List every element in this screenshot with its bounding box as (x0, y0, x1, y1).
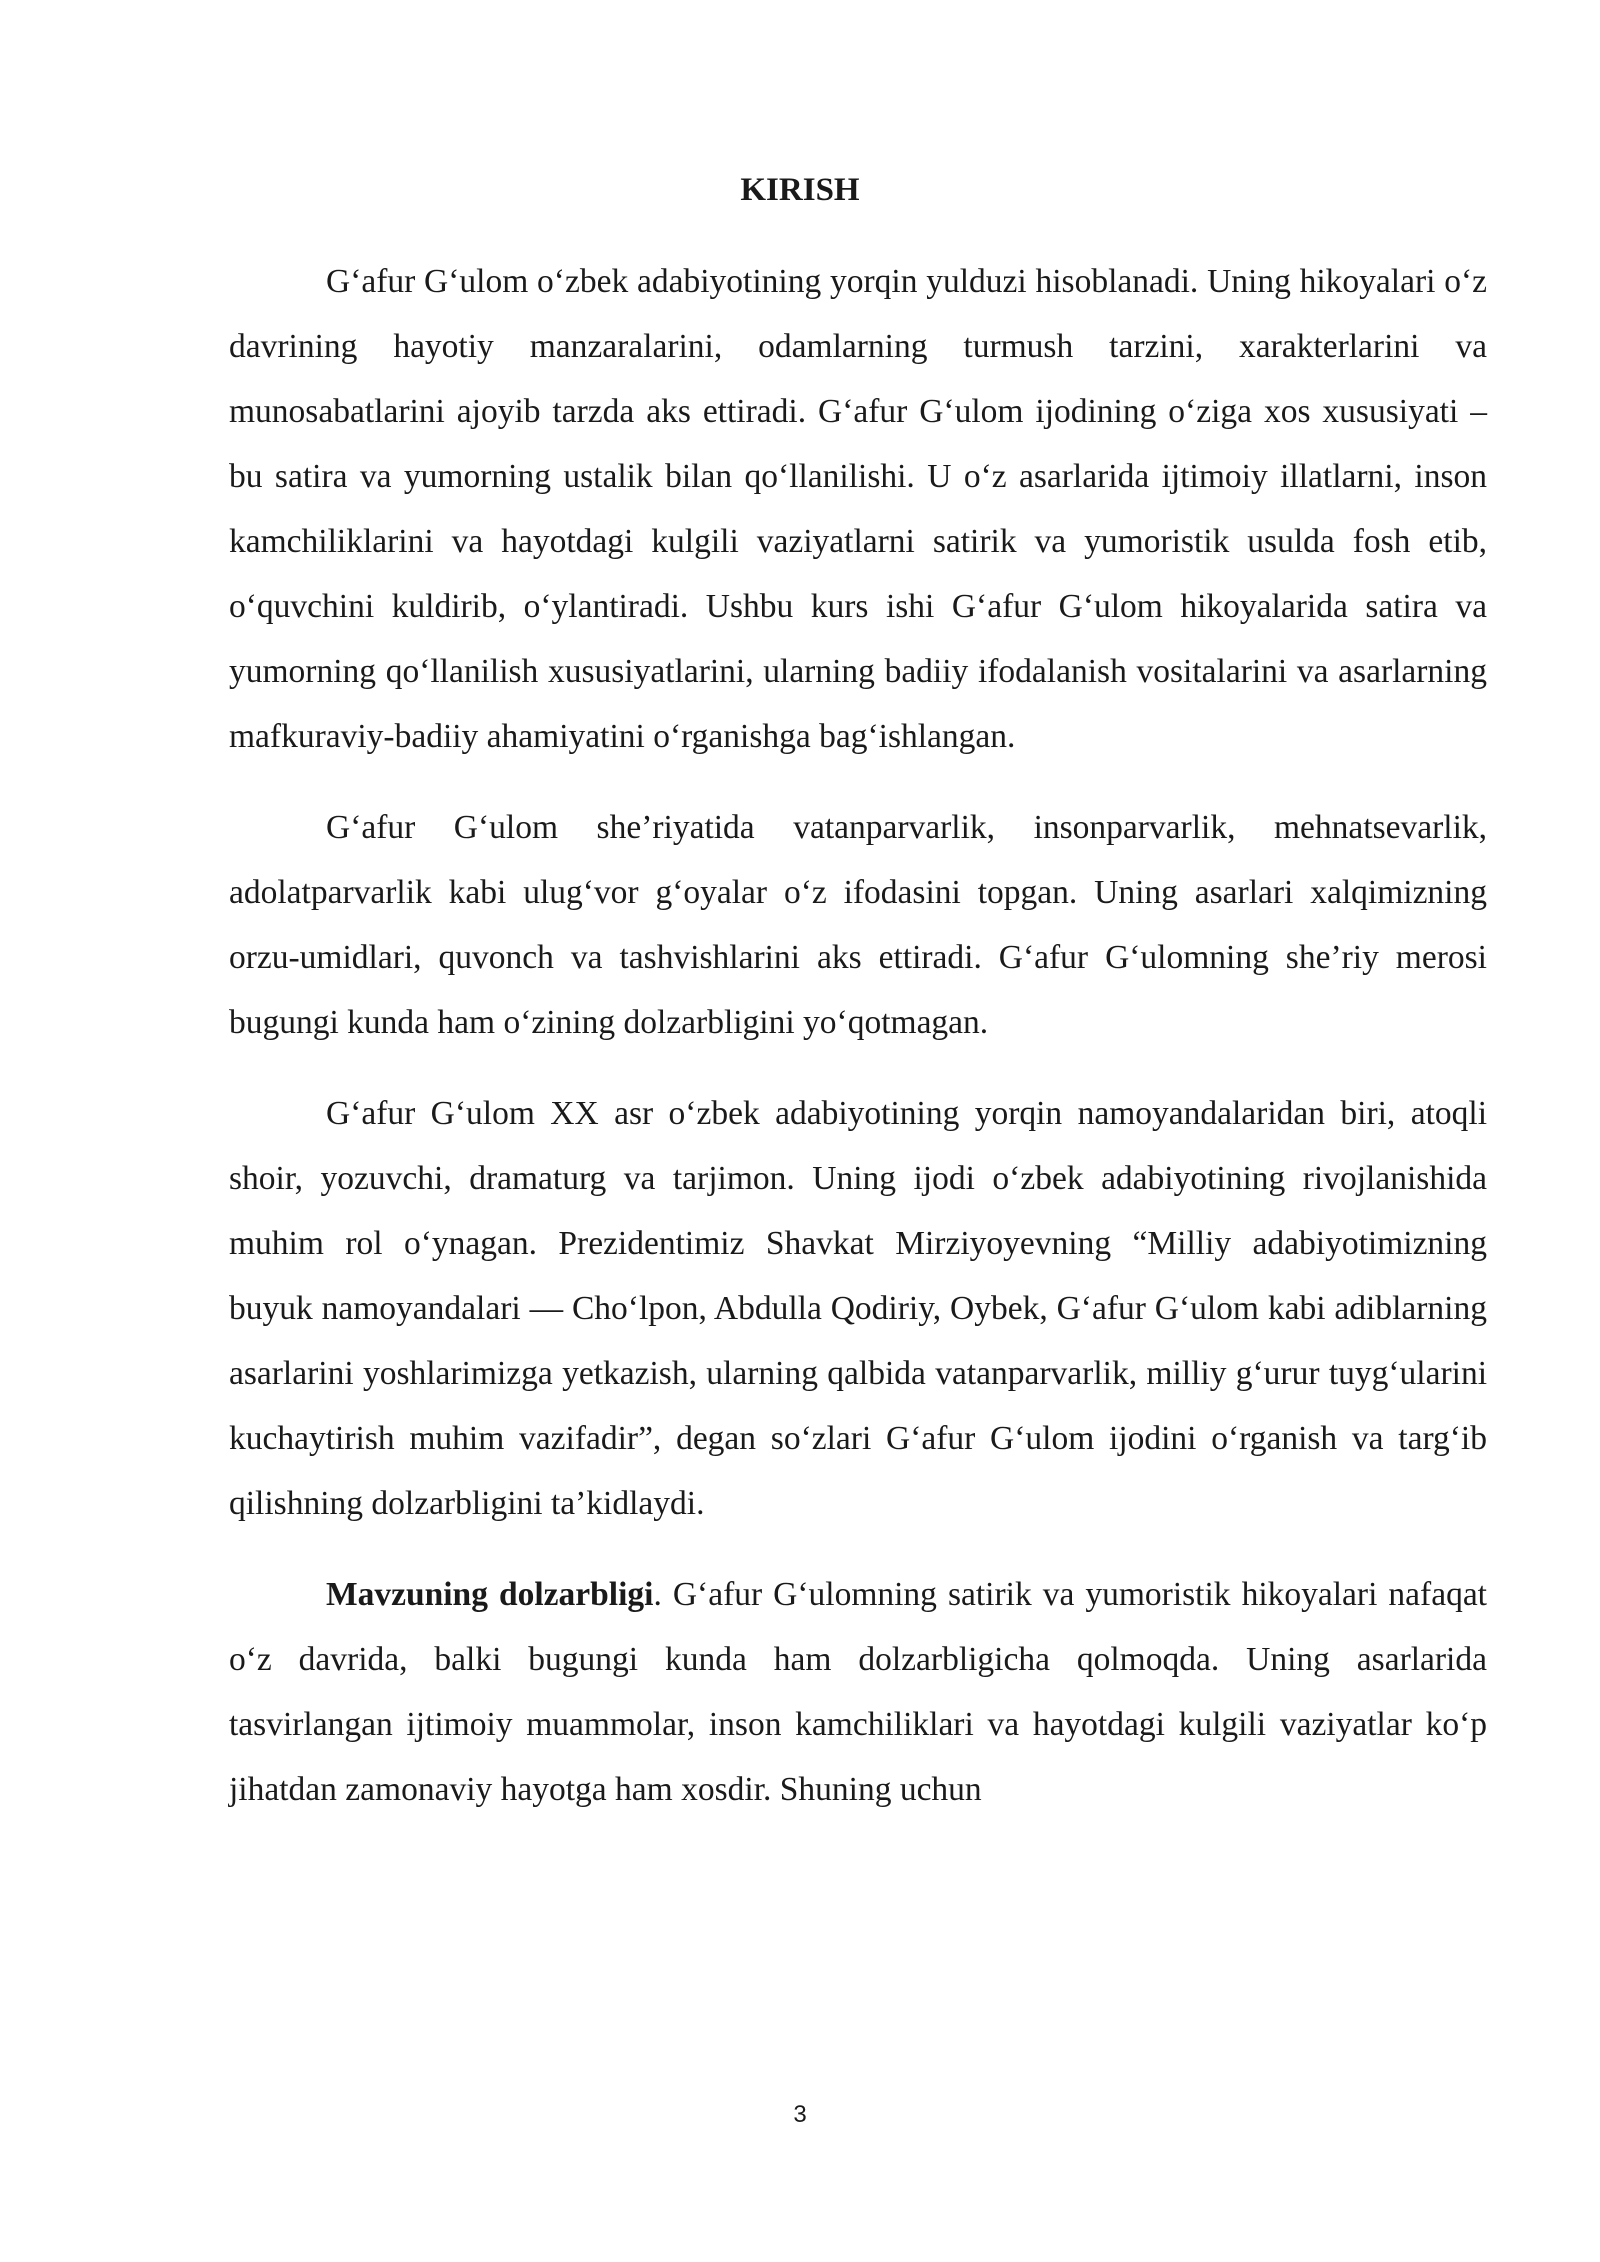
paragraph-text: . G‘afur G‘ulomning satirik va yumoristik hikoyalari nafaqat o‘z davrida, balki bugungi kunda ham dolzarbligicha qolmoqda. Uning asarlarida tasvirlangan ijtimoiy muammolar, inson kamchiliklari va hayotdagi kulgili vaziyatlar ko‘p jihatdan zamonaviy hayotga ham xosdir. Shuning uchun (229, 1576, 1487, 1808)
paragraph-1 (229, 249, 1487, 769)
paragraph-4 (229, 1562, 1487, 1822)
section-heading: KIRISH (740, 172, 860, 208)
document-body (229, 249, 1487, 1848)
paragraph-3 (229, 1081, 1487, 1536)
paragraph-text: G‘afur G‘ulom she’riyatida vatanparvarlik, insonparvarlik, mehnatsevarlik, adolatparvarlik kabi ulug‘vor g‘oyalar o‘z ifodasini topgan. Uning asarlari xalqimizning orzu-umidlari, quvonch va tashvishlarini aks ettiradi. G‘afur G‘ulomning she’riy merosi bugungi kunda ham o‘zining dolzarbligini yo‘qotmagan. (229, 809, 1487, 1041)
page-number: 3 (793, 2101, 807, 2128)
paragraph-text: G‘afur G‘ulom XX asr o‘zbek adabiyotining yorqin namoyandalaridan biri, atoqli shoir, yozuvchi, dramaturg va tarjimon. Uning ijodi o‘zbek adabiyotining rivojlanishida muhim rol o‘ynagan. Prezidentimiz Shavkat Mirziyoyevning “Milliy adabiyotimizning buyuk namoyandalari — Cho‘lpon, Abdulla Qodiriy, Oybek, G‘afur G‘ulom kabi adiblarning asarlarini yoshlarimizga yetkazish, ularning qalbida vatanparvarlik, milliy g‘urur tuyg‘ularini kuchaytirish muhim vazifadir”, degan so‘zlari G‘afur G‘ulom ijodini o‘rganish va targ‘ib qilishning dolzarbligini ta’kidlaydi. (229, 1095, 1487, 1522)
paragraph-lead-term: Mavzuning dolzarbligi (326, 1576, 654, 1613)
paragraph-text: G‘afur G‘ulom o‘zbek adabiyotining yorqin yulduzi hisoblanadi. Uning hikoyalari o‘z davrining hayotiy manzaralarini, odamlarning turmush tarzini, xarakterlarini va munosabatlarini ajoyib tarzda aks ettiradi. G‘afur G‘ulom ijodining o‘ziga xos xususiyati – bu satira va yumorning ustalik bilan qo‘llanilishi. U o‘z asarlarida ijtimoiy illatlarni, inson kamchiliklarini va hayotdagi kulgili vaziyatlarni satirik va yumoristik usulda fosh etib, o‘quvchini kuldirib, o‘ylantiradi. Ushbu kurs ishi G‘afur G‘ulom hikoyalarida satira va yumorning qo‘llanilish xususiyatlarini, ularning badiiy ifodalanish vositalarini va asarlarning mafkuraviy-badiiy ahamiyatini o‘rganishga bag‘ishlangan. (229, 263, 1487, 755)
paragraph-2 (229, 795, 1487, 1055)
